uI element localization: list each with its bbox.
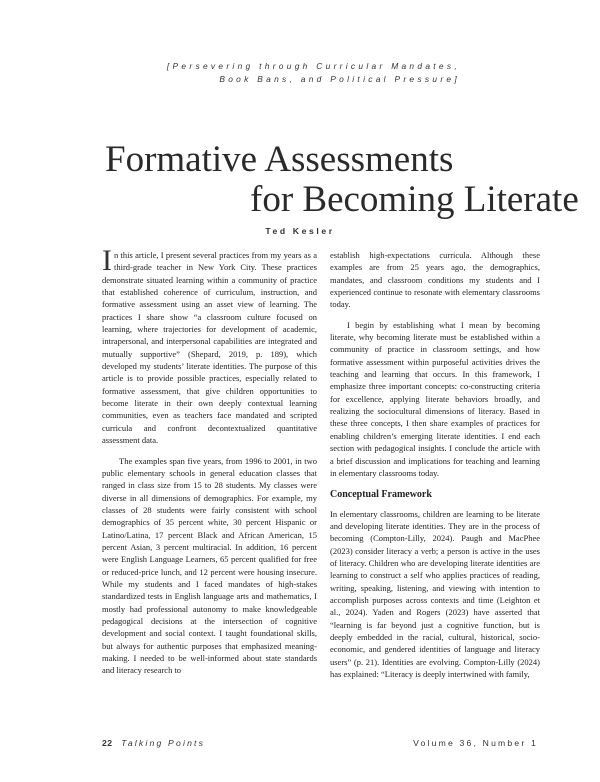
- footer-volume: Volume 36, Number 1: [413, 738, 538, 748]
- series-kicker: [167, 60, 460, 86]
- context-paragraph: The examples span five years, from 1996 to 2001, in two public elementary schools in general education classes that ranged in class size from 15 to 28 students. My classes were diverse in all dimensions of demographics. For example, my classes of 28 students were fairly consistent with school demographics of 35 percent white, 30 percent Hispanic or Latino/Latina, 17 percent Black and African American, 15 percent Asian, 3 percent multiracial. In addition, 16 percent were English Language Learners, 65 percent qualified for free or reduced-price lunch, and 12 percent were housing insecure. While my students and I faced mandates of high-stakes standardized tests in English language arts and mathematics, I mostly had professional autonomy to make knowledgeable pedagogical decisions at the intersection of cognitive development and social context. I taught foundational skills, but always for authentic purposes that emphasized meaning-making. I needed to be well-informed about state standards and literacy research to: [102, 455, 317, 676]
- journal-name: Talking Points: [121, 738, 206, 748]
- title-line-1: Formative Assessments: [105, 139, 454, 180]
- article-title: [0, 140, 600, 220]
- framework-paragraph: In elementary classrooms, children are learning to be literate and developing literate identities. They are in the process of becoming (Compton-Lilly, 2024). Paugh and MacPhee (2023) consider literacy a verb; a person is active in the uses of literacy. Children who are developing literate identities are learning to construct a self who applies practices of reading, writing, speaking, listening, and viewing with intention to accomplish purposes across contexts and time (Leighton et al., 2024). Yaden and Rogers (2023) have asserted that “learning is far beyond just a cognitive function, but is deeply embedded in the racial, cultural, historical, socio-economic, and gendered identities of language and literacy users” (p. 21). Identities are evolving. Compton-Lilly (2024) has explained: “Literacy is deeply intertwined with family,: [330, 508, 540, 679]
- right-column: [330, 249, 540, 680]
- left-column: [102, 244, 317, 677]
- author-byline: Ted Kesler: [265, 226, 335, 236]
- footer-left: [102, 738, 205, 748]
- kicker-line-2: Book Bans, and Political Pressure]: [219, 74, 460, 84]
- page-number: 22: [102, 738, 113, 748]
- section-heading: Conceptual Framework: [330, 489, 432, 501]
- title-line-2: for Becoming Literate: [250, 179, 579, 220]
- overview-paragraph: I begin by establishing what I mean by becoming literate, why becoming literate must be established within a community of practice in classroom settings, and how formative assessment within purposeful activities drives the teaching and learning that occurs. In this framework, I emphasize three important concepts: co-constructing criteria for excellence, applying literate behaviors broadly, and realizing the sociocultural dimensions of literacy. Based in these three concepts, I then share examples of practices for enabling children’s emerging literate identities. I end each section with pedagogical insights. I conclude the article with a brief discussion and implications for teaching and learning in elementary classrooms today.: [330, 319, 540, 478]
- continued-paragraph: establish high-expectations curricula. Although these examples are from 25 years ago, the demographics, mandates, and classroom conditions my students and I experienced continue to resonate with elementary classrooms today.: [330, 250, 540, 310]
- intro-paragraph: In this article, I present several practices from my years as a third-grade teacher in New York City. These practices demonstrate situated learning within a community of practice that established coherence of curriculum, instruction, and formative assessment using an asset view of learning. The practices I share show “a classroom culture focused on learning, where trajectories for development of academic, intrapersonal, and interpersonal capabilities are integrated and mutually supportive” (Shepard, 2019, p. 189), which developed my students’ literate identities. The purpose of this article is to provide possible practices, especially related to formative assessment, that give children opportunities to become literate in their own deeply contextual learning communities, even as teachers face mandated and scripted curricula and confront decontextualized quantitative assessment data.: [102, 244, 317, 446]
- kicker-line-1: [Persevering through Curricular Mandates,: [166, 61, 460, 71]
